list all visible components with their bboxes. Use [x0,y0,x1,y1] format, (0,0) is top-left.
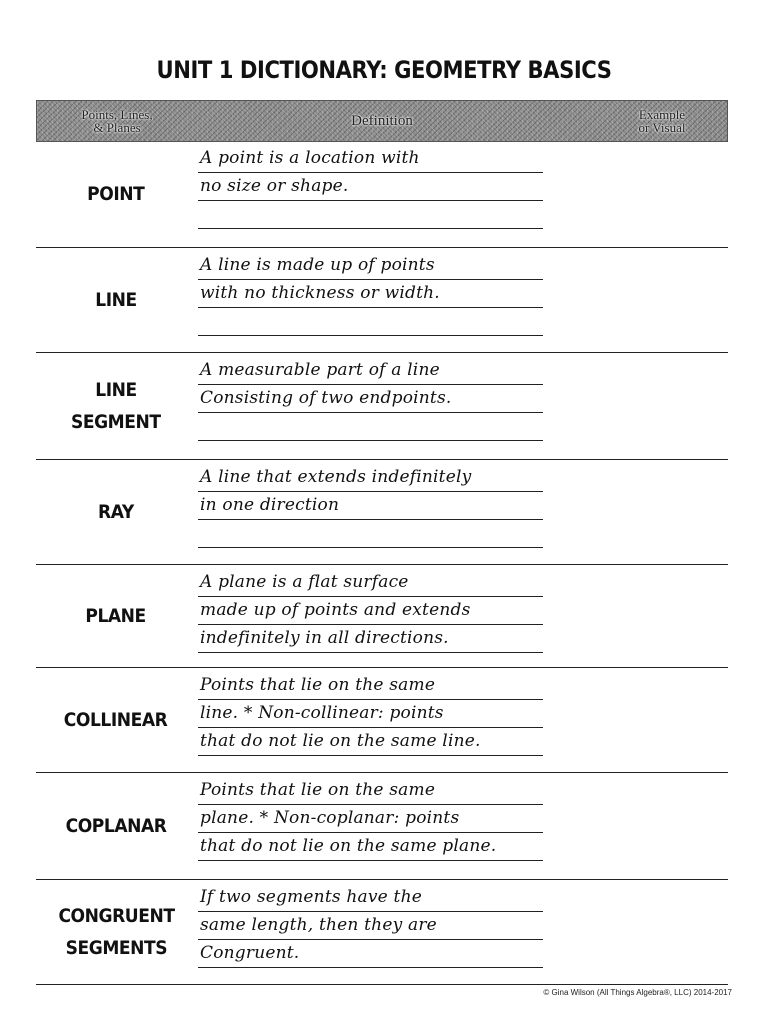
term-cell [36,248,196,352]
term-text: LINE [95,379,137,401]
definition-line: in one direction [198,492,543,520]
definition-line: that do not lie on the same line. [198,728,543,756]
term-cell [36,668,196,772]
table-row [36,353,728,460]
header-example-line-1: Example [638,107,686,122]
term-text: CONGRUENT [57,905,175,927]
definition-line: A point is a location with [198,145,543,173]
table-row [36,248,728,353]
definition-line: no size or shape. [198,173,543,201]
header-definition-column: Definition [351,112,413,129]
table-row [36,565,728,668]
definition-line: made up of points and extends [198,597,543,625]
definition-cell [198,464,543,548]
copyright-footer: © Gina Wilson (All Things Algebra®, LLC) 2014-2017 [543,988,732,997]
table-header [36,100,728,142]
definition-line [198,201,543,229]
term-text: LINE [95,289,137,311]
definition-line: with no thickness or width. [198,280,543,308]
definition-cell [198,777,543,861]
term-text: SEGMENTS [65,937,167,959]
header-term-column [37,101,197,141]
definition-line [198,413,543,441]
definition-line [198,520,543,548]
definition-line: indefinitely in all directions. [198,625,543,653]
header-term-line-1: Points, Lines, [81,107,153,122]
term-cell [36,460,196,564]
definition-cell [198,569,543,653]
header-example-column [597,101,727,141]
term-text: SEGMENT [71,411,161,433]
definition-line: that do not lie on the same plane. [198,833,543,861]
term-cell [36,565,196,667]
term-cell [36,353,196,459]
definition-line: line. * Non-collinear: points [198,700,543,728]
definition-line: Points that lie on the same [198,777,543,805]
definition-line: Congruent. [198,940,543,968]
term-cell [36,773,196,879]
term-text: PLANE [85,605,147,627]
header-term-line-2: & Planes [93,120,141,135]
definition-cell [198,252,543,336]
definition-line: A line that extends indefinitely [198,464,543,492]
table-row [36,460,728,565]
table-row [36,880,728,985]
term-text: RAY [98,501,134,523]
definition-cell [198,672,543,756]
term-text: COLLINEAR [64,709,168,731]
term-cell [36,880,196,984]
definition-line: same length, then they are [198,912,543,940]
definition-line: plane. * Non-coplanar: points [198,805,543,833]
definition-line: A plane is a flat surface [198,569,543,597]
definition-line [198,308,543,336]
definition-cell [198,357,543,441]
definition-line: If two segments have the [198,884,543,912]
definition-cell [198,884,543,968]
definition-line: Consisting of two endpoints. [198,385,543,413]
table-row [36,773,728,880]
definition-line: A line is made up of points [198,252,543,280]
term-text: COPLANAR [65,815,167,837]
definition-line: Points that lie on the same [198,672,543,700]
page-title: UNIT 1 DICTIONARY: GEOMETRY BASICS [156,56,612,84]
term-cell [36,141,196,247]
definition-line: A measurable part of a line [198,357,543,385]
table-row [36,668,728,773]
header-example-line-2: or Visual [638,120,686,135]
term-text: POINT [87,183,145,205]
table-row [36,141,728,248]
definition-cell [198,145,543,229]
